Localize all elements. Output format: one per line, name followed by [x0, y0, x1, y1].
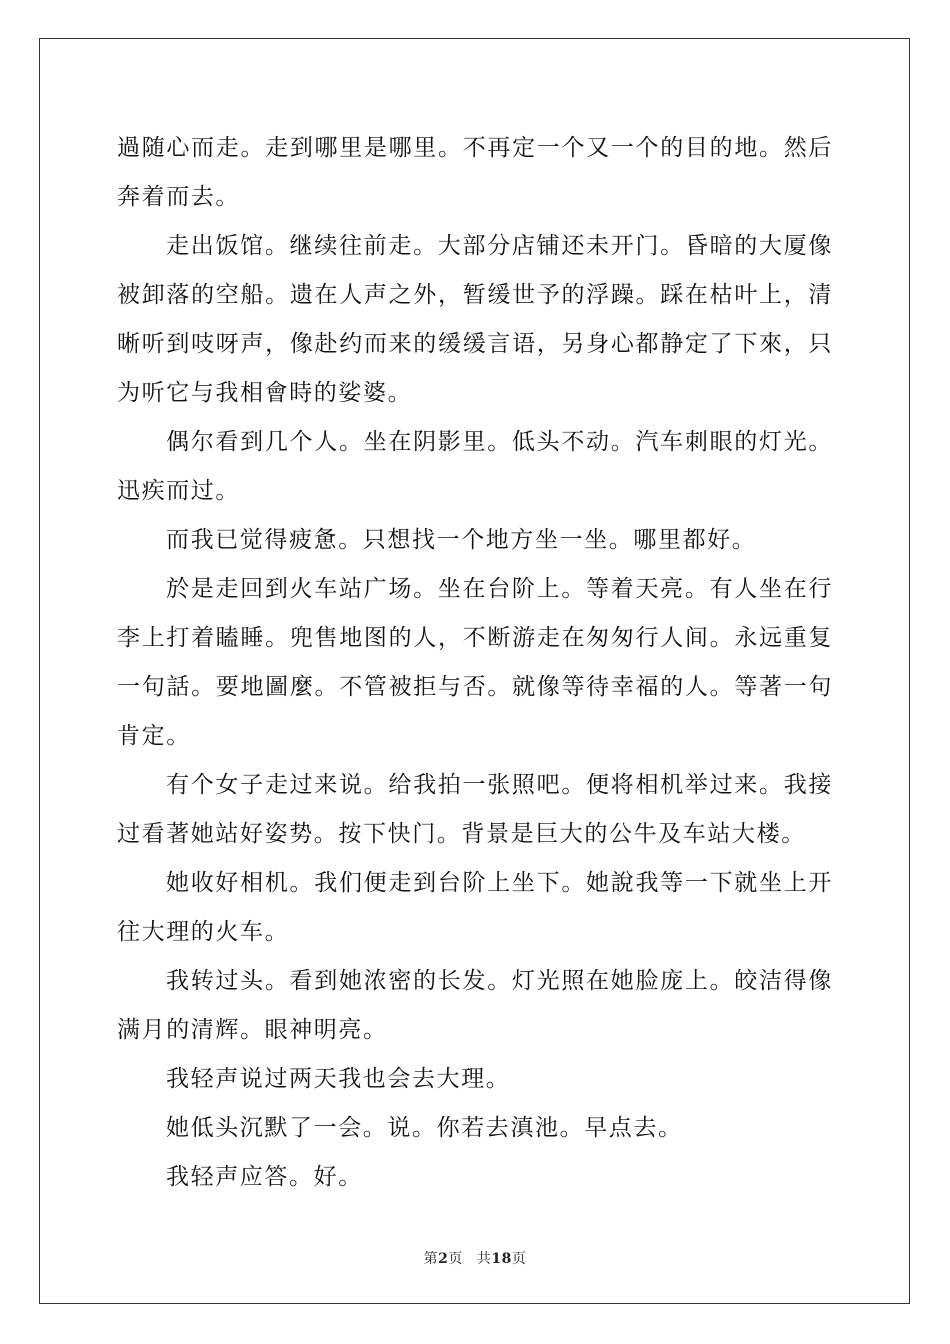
- paragraph-11: 我轻声应答。好。: [166, 1164, 363, 1190]
- page-footer: [0, 1248, 950, 1268]
- total-pages-label: 共18页: [476, 1251, 527, 1267]
- paragraph-8: 我转过头。看到她浓密的长发。灯光照在她脸庞上。皎洁得像满月的清辉。眼神明亮。: [117, 968, 833, 1043]
- total-pages-number: 18: [491, 1251, 512, 1267]
- page-number: 2: [438, 1251, 449, 1267]
- paragraph-5: 於是走回到火车站广场。坐在台阶上。等着天亮。有人坐在行李上打着瞌睡。兜售地图的人，不断游走在匆匆行人间。永远重复一句話。要地圖麼。不管被拒与否。就像等待幸福的人。等著一句肯定。: [117, 576, 833, 749]
- paragraph-7: 她收好相机。我们便走到台阶上坐下。她說我等一下就坐上开往大理的火车。: [117, 870, 833, 945]
- paragraph-6: 有个女子走过来说。给我拍一张照吧。便将相机举过来。我接过看著她站好姿势。按下快门。背景是巨大的公牛及车站大楼。: [117, 772, 833, 847]
- paragraph-1: 過随心而走。走到哪里是哪里。不再定一个又一个的目的地。然后奔着而去。: [117, 135, 833, 210]
- paragraph-2: 走出饭馆。继续往前走。大部分店铺还未开门。昏暗的大厦像被卸落的空船。遗在人声之外，暂缓世予的浮躁。踩在枯叶上，清晰听到吱呀声，像赴约而来的缓缓言语，另身心都静定了下來，只为听它与我相會時的娑婆。: [117, 233, 833, 406]
- paragraph-9: 我轻声说过两天我也会去大理。: [166, 1066, 511, 1092]
- paragraph-10: 她低头沉默了一会。说。你若去滇池。早点去。: [166, 1115, 683, 1141]
- page-label: 第2页: [423, 1251, 463, 1267]
- document-body: [117, 124, 833, 1202]
- paragraph-4: 而我已觉得疲惫。只想找一个地方坐一坐。哪里都好。: [166, 527, 757, 553]
- paragraph-3: 偶尔看到几个人。坐在阴影里。低头不动。汽车刺眼的灯光。迅疾而过。: [117, 429, 833, 504]
